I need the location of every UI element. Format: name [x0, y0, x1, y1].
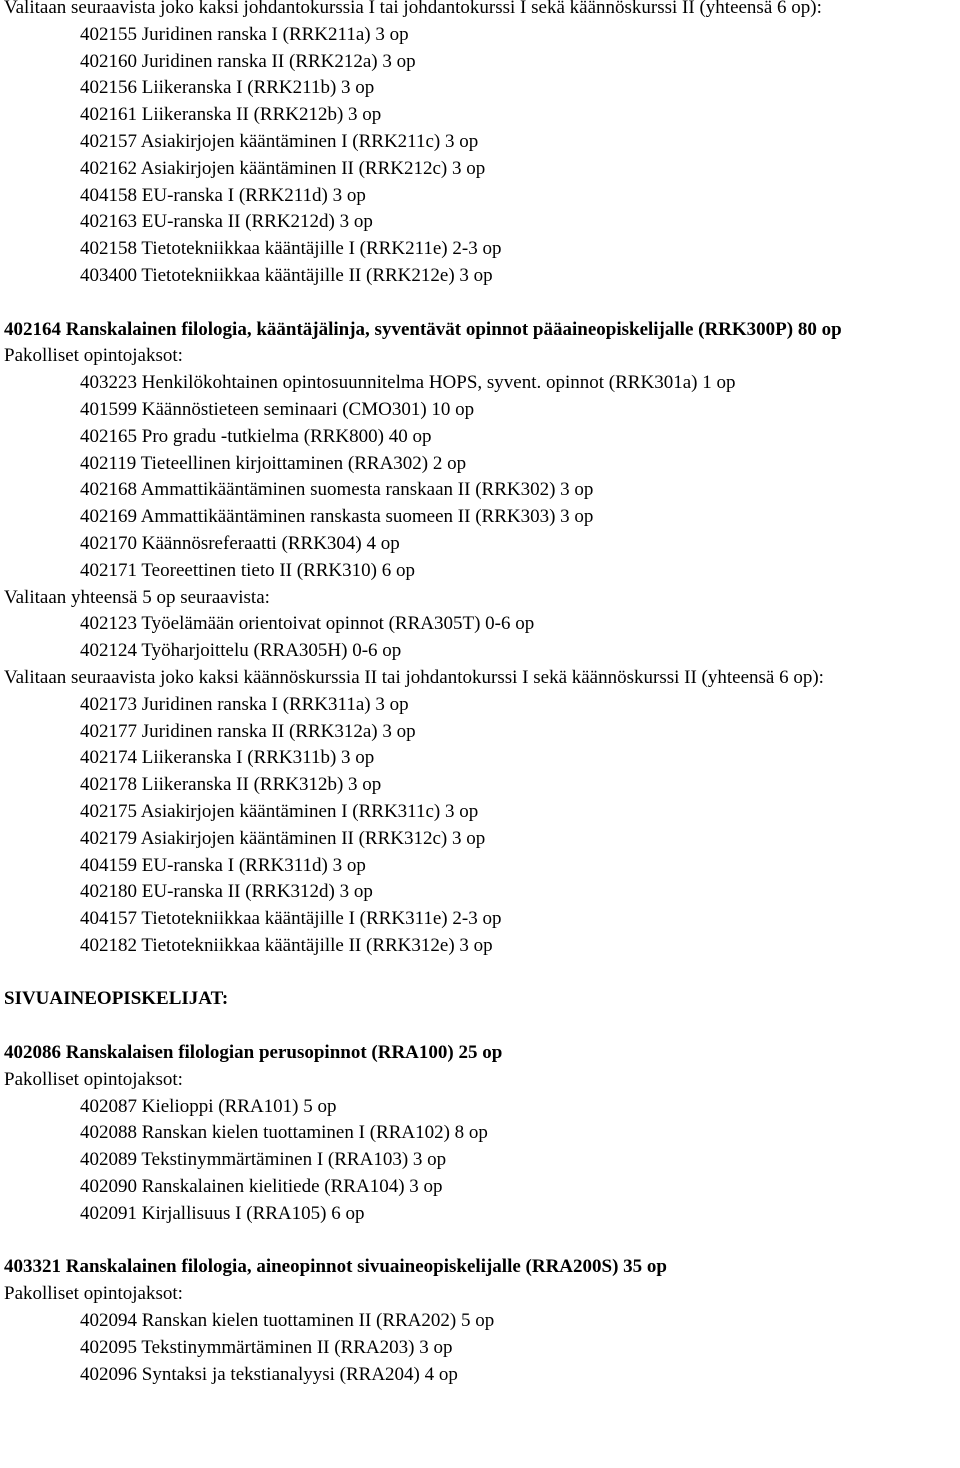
course-item: 402089 Tekstinymmärtäminen I (RRA103) 3 op: [80, 1149, 447, 1171]
spacer: [4, 290, 958, 317]
document-page: [4, 0, 958, 1388]
spacer: [4, 960, 958, 987]
spacer: [4, 1013, 958, 1040]
section1-course-list: [4, 22, 958, 290]
course-item: 402180 EU-ranska II (RRK312d) 3 op: [80, 881, 373, 903]
mandatory-course-list: [4, 1308, 958, 1388]
course-item: 404158 EU-ranska I (RRK211d) 3 op: [80, 184, 366, 206]
course-item: 404157 Tietotekniikkaa kääntäjille I (RRK311e) 2-3 op: [80, 908, 502, 930]
course-item: 402179 Asiakirjojen kääntäminen II (RRK312c) 3 op: [80, 827, 486, 849]
course-item: 402177 Juridinen ranska II (RRK312a) 3 op: [80, 720, 416, 742]
course-item: 403400 Tietotekniikkaa kääntäjille II (RRK212e) 3 op: [80, 264, 493, 286]
course-item: 402169 Ammattikääntäminen ranskasta suomeen II (RRK303) 3 op: [80, 506, 594, 528]
course-item: 402175 Asiakirjojen kääntäminen I (RRK311c) 3 op: [80, 800, 479, 822]
course-item: 402095 Tekstinymmärtäminen II (RRA203) 3 op: [80, 1336, 453, 1358]
course-item: 402158 Tietotekniikkaa kääntäjille I (RRK211e) 2-3 op: [80, 238, 502, 260]
elective-label: Valitaan yhteensä 5 op seuraavista:: [4, 586, 270, 608]
elective-course-list: [4, 611, 958, 665]
module-heading: 402086 Ranskalaisen filologian perusopinnot (RRA100) 25 op: [4, 1042, 503, 1064]
course-item: 403223 Henkilökohtainen opintosuunnitelma HOPS, syvent. opinnot (RRK301a) 1 op: [80, 372, 736, 394]
mandatory-label: Pakolliset opintojaksot:: [4, 1283, 183, 1305]
course-item: 402123 Työelämään orientoivat opinnot (RRA305T) 0-6 op: [80, 613, 535, 635]
choice-course-list: [4, 692, 958, 960]
course-item: 402124 Työharjoittelu (RRA305H) 0-6 op: [80, 640, 402, 662]
course-item: 402094 Ranskan kielen tuottaminen II (RRA202) 5 op: [80, 1310, 495, 1332]
course-item: 402173 Juridinen ranska I (RRK311a) 3 op: [80, 693, 409, 715]
mandatory-label: Pakolliset opintojaksot:: [4, 345, 183, 367]
section1-intro: Valitaan seuraavista joko kaksi johdantokurssia I tai johdantokurssi I sekä käännöskurssi II (yhteensä 6 op):: [4, 0, 822, 18]
mandatory-label: Pakolliset opintojaksot:: [4, 1068, 183, 1090]
course-item: 402171 Teoreettinen tieto II (RRK310) 6 op: [80, 559, 415, 581]
course-item: 402174 Liikeranska I (RRK311b) 3 op: [80, 747, 375, 769]
course-item: 402087 Kielioppi (RRA101) 5 op: [80, 1095, 337, 1117]
module-heading: 402164 Ranskalainen filologia, kääntäjälinja, syventävät opinnot pääaineopiskelijalle (RRK300P) 80 op: [4, 318, 842, 340]
course-item: 402088 Ranskan kielen tuottaminen I (RRA102) 8 op: [80, 1122, 488, 1144]
course-item: 402096 Syntaksi ja tekstianalyysi (RRA204) 4 op: [80, 1363, 458, 1385]
course-item: 402178 Liikeranska II (RRK312b) 3 op: [80, 774, 382, 796]
mandatory-course-list: [4, 370, 958, 584]
course-item: 402119 Tieteellinen kirjoittaminen (RRA302) 2 op: [80, 452, 467, 474]
course-item: 402090 Ranskalainen kielitiede (RRA104) 3 op: [80, 1176, 443, 1198]
course-item: 404159 EU-ranska I (RRK311d) 3 op: [80, 854, 366, 876]
minor-students-heading: SIVUAINEOPISKELIJAT:: [4, 988, 229, 1010]
course-item: 402161 Liikeranska II (RRK212b) 3 op: [80, 104, 382, 126]
course-item: 402182 Tietotekniikkaa kääntäjille II (RRK312e) 3 op: [80, 934, 493, 956]
course-item: 402168 Ammattikääntäminen suomesta ranskaan II (RRK302) 3 op: [80, 479, 594, 501]
course-item: 402091 Kirjallisuus I (RRA105) 6 op: [80, 1202, 365, 1224]
mandatory-course-list: [4, 1094, 958, 1228]
course-item: 402163 EU-ranska II (RRK212d) 3 op: [80, 211, 373, 233]
course-item: 402160 Juridinen ranska II (RRK212a) 3 op: [80, 50, 416, 72]
choice-intro: Valitaan seuraavista joko kaksi käännöskurssia II tai johdantokurssi I sekä käännöskurssi II (yhteensä 6 op):: [4, 666, 824, 688]
course-item: 402157 Asiakirjojen kääntäminen I (RRK211c) 3 op: [80, 130, 479, 152]
course-item: 402156 Liikeranska I (RRK211b) 3 op: [80, 77, 375, 99]
course-item: 402155 Juridinen ranska I (RRK211a) 3 op: [80, 23, 409, 45]
course-item: 402162 Asiakirjojen kääntäminen II (RRK212c) 3 op: [80, 157, 486, 179]
course-item: 402170 Käännösreferaatti (RRK304) 4 op: [80, 532, 400, 554]
course-item: 401599 Käännöstieteen seminaari (CMO301) 10 op: [80, 398, 475, 420]
module-heading: 403321 Ranskalainen filologia, aineopinnot sivuaineopiskelijalle (RRA200S) 35 op: [4, 1256, 667, 1278]
spacer: [4, 1228, 958, 1255]
course-item: 402165 Pro gradu -tutkielma (RRK800) 40 op: [80, 425, 432, 447]
